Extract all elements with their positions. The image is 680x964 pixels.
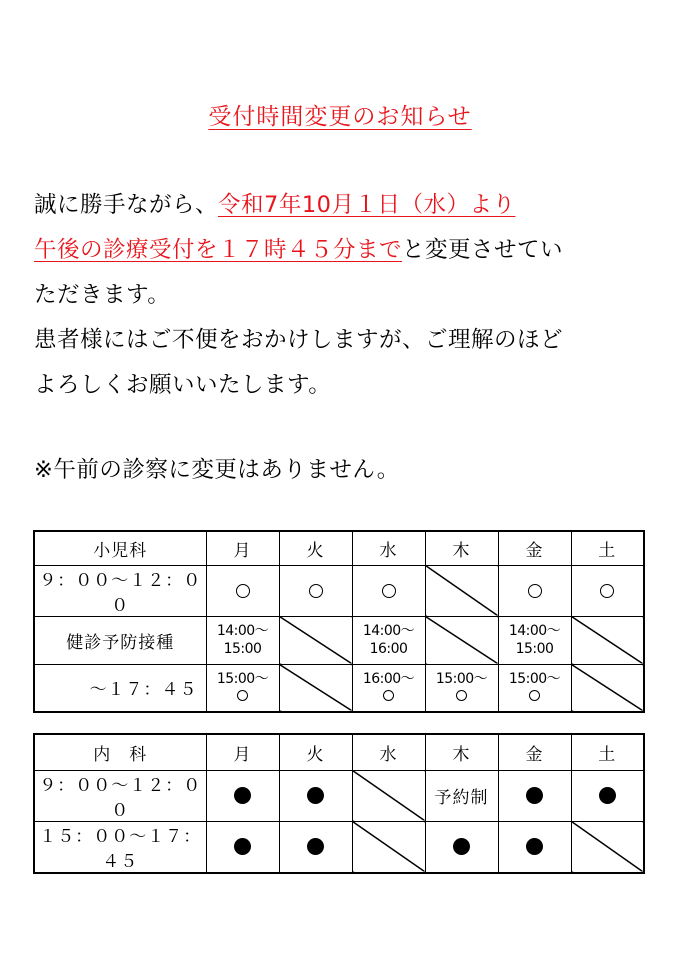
open-dot [279, 770, 352, 821]
day-sat: 土 [571, 734, 644, 770]
closed-cell [352, 770, 425, 821]
time-open-cell: 16:00～ [352, 664, 425, 712]
announcement-text: 誠に勝手ながら、令和7年10月１日（水）より 午後の診療受付を１７時４５分までと変更させてい ただきます。 患者様にはご不便をおかけしますが、ご理解のほど よろしくお願いいたします。 [34, 192, 564, 398]
day-wed: 水 [352, 734, 425, 770]
pediatrics-header: 小児科 [34, 531, 206, 565]
closed-cell [571, 821, 644, 873]
internal-medicine-schedule-table [33, 733, 645, 874]
table-row [34, 821, 644, 873]
open-dot [279, 821, 352, 873]
day-wed: 水 [352, 531, 425, 565]
time-range-cell: 14:00～ 15:00 [498, 616, 571, 664]
day-thu: 木 [425, 734, 498, 770]
day-tue: 火 [279, 734, 352, 770]
closed-cell [279, 616, 352, 664]
internal-header: 内 科 [34, 734, 206, 770]
closed-cell [279, 664, 352, 712]
time-label: ９：００～１２：００ [34, 770, 206, 821]
pediatrics-schedule-table [33, 530, 645, 713]
time-label: ～１７：４５ [34, 664, 206, 712]
day-sat: 土 [571, 531, 644, 565]
open-dot [206, 770, 279, 821]
day-fri: 金 [498, 734, 571, 770]
checkup-vaccination-label: 健診予防接種 [34, 616, 206, 664]
table-row [34, 664, 644, 712]
time-open-cell: 15:00～ [498, 664, 571, 712]
day-mon: 月 [206, 531, 279, 565]
day-mon: 月 [206, 734, 279, 770]
table-row [34, 616, 644, 664]
time-label: １５：００～１７：４５ [34, 821, 206, 873]
open-dot [498, 821, 571, 873]
open-mark [571, 565, 644, 616]
time-label: ９：００～１２：００ [34, 565, 206, 616]
open-dot [571, 770, 644, 821]
open-dot [425, 821, 498, 873]
time-open-cell: 15:00～ [206, 664, 279, 712]
time-open-cell: 15:00～ [425, 664, 498, 712]
closed-cell [352, 821, 425, 873]
open-dot [206, 821, 279, 873]
closed-cell [425, 565, 498, 616]
day-thu: 木 [425, 531, 498, 565]
open-dot [498, 770, 571, 821]
time-range-cell: 14:00～ 16:00 [352, 616, 425, 664]
open-mark [279, 565, 352, 616]
table-row [34, 565, 644, 616]
reservation-cell: 予約制 [425, 770, 498, 821]
note-text: ※午前の診察に変更はありません。 [34, 457, 400, 483]
closed-cell [571, 664, 644, 712]
day-tue: 火 [279, 531, 352, 565]
closed-cell [425, 616, 498, 664]
time-range-cell: 14:00～ 15:00 [206, 616, 279, 664]
table-header-row [34, 734, 644, 770]
table-header-row [34, 531, 644, 565]
open-mark [352, 565, 425, 616]
page-title: 受付時間変更のお知らせ [208, 104, 472, 130]
closed-cell [571, 616, 644, 664]
table-row [34, 770, 644, 821]
open-mark [498, 565, 571, 616]
day-fri: 金 [498, 531, 571, 565]
open-mark [206, 565, 279, 616]
